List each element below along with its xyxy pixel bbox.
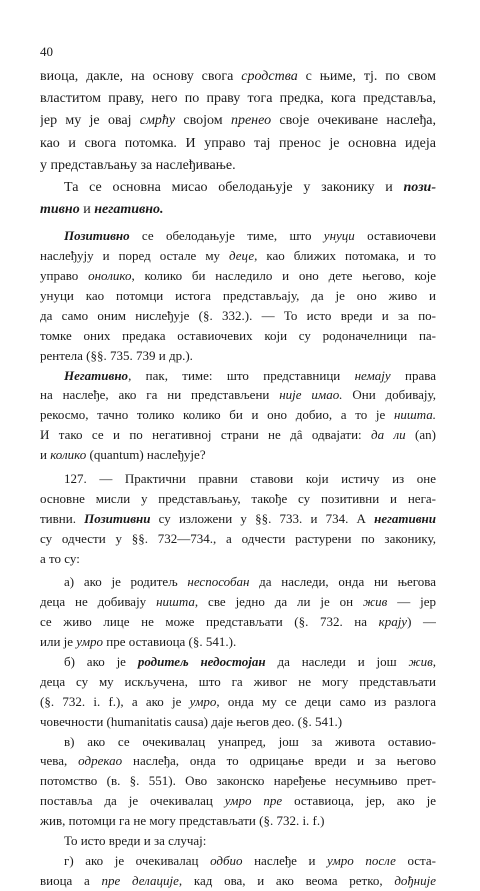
paragraph	[40, 572, 436, 652]
paragraph	[40, 469, 436, 568]
emphasized-text: умро	[76, 634, 104, 650]
text-run: Та се основна мисао обелодањује у законику и	[64, 179, 404, 195]
text-line	[40, 811, 436, 831]
emphasized-text: ништа.	[393, 407, 436, 423]
text-run: г) ако је очекивалац	[64, 852, 211, 868]
text-line	[40, 791, 436, 811]
text-run: , кад ова, и ако веома ретко,	[178, 872, 395, 888]
text-run: чева,	[40, 753, 79, 769]
text-run: , онда му се деци само из разлога	[216, 693, 436, 709]
text-run: , као ближих потомака, и то	[254, 248, 436, 264]
emphasized-text: Позитивно	[64, 228, 130, 244]
emphasized-text: смрћу	[139, 113, 176, 129]
emphasized-text: Негативно	[64, 367, 129, 383]
text-run: (quantum) наслеђује?	[86, 447, 206, 463]
paragraph	[40, 652, 436, 732]
text-line	[40, 445, 436, 465]
text-line	[40, 66, 436, 88]
text-line	[40, 226, 436, 246]
emphasized-text: деце	[229, 248, 255, 264]
text-line	[40, 286, 436, 306]
emphasized-text: умро пре	[224, 793, 283, 809]
emphasized-text: родитељ недостојан	[137, 654, 266, 670]
text-run: То исто вреди и за случај:	[64, 833, 207, 849]
text-line	[40, 509, 436, 529]
text-run: и	[79, 202, 95, 218]
emphasized-text: после	[365, 852, 396, 868]
emphasized-text: сродства	[241, 69, 298, 84]
paragraph	[40, 831, 436, 851]
text-line	[40, 771, 436, 791]
text-run: а то су:	[40, 550, 80, 566]
text-run: рентела (§§. 735. 739 и др.).	[40, 347, 193, 363]
text-run: виоца а	[40, 872, 102, 888]
text-line	[40, 425, 436, 445]
text-run: потомство (в. §. 551). Ово законско наређење несумњиво прет-	[40, 773, 436, 789]
text-run: , пак, тиме: што представници	[128, 367, 355, 383]
text-run: да наследи, онда ни његова	[249, 574, 436, 590]
text-run: , све једно да ли је он	[194, 594, 364, 610]
text-run: и	[40, 447, 51, 463]
text-line	[40, 326, 436, 346]
text-line	[40, 469, 436, 489]
text-run: на наслеђе, ако га ни представљени	[40, 387, 280, 403]
text-line	[40, 266, 436, 286]
text-run: у представљању за наслеђивање.	[40, 157, 236, 173]
text-run: оста-	[395, 852, 436, 868]
text-line	[40, 549, 436, 569]
text-run: с њиме, тј. по свом	[297, 69, 436, 84]
emphasized-text: негативно.	[94, 202, 164, 218]
text-line	[40, 133, 436, 155]
text-run: или је	[40, 634, 77, 650]
emphasized-text: није имао.	[279, 387, 343, 403]
emphasized-text: да ли	[371, 427, 406, 443]
paragraph	[40, 66, 436, 177]
text-line	[40, 155, 436, 177]
paragraph	[40, 366, 436, 465]
text-line	[40, 405, 436, 425]
emphasized-text: пре делације	[101, 872, 179, 888]
emphasized-text: негативни	[374, 510, 436, 526]
text-line	[40, 306, 436, 326]
text-run: јер му је овај	[40, 113, 140, 129]
text-run: ) —	[407, 614, 436, 630]
text-run: деца су му искључена, што га живог не могу представљати	[40, 673, 436, 689]
text-line	[40, 672, 436, 692]
text-run	[354, 853, 366, 868]
text-run: да само оним нислеђује (§. 332.). — То исто вреди и за по-	[40, 307, 436, 323]
text-run: управо	[40, 268, 89, 284]
emphasized-text: ништа	[156, 594, 195, 610]
page-number: 40	[40, 44, 53, 59]
text-line	[40, 612, 436, 632]
text-run: су одчести у §§. 732—734., а одчести растурени по законику,	[40, 530, 436, 546]
text-run: се живо лице не може представљати (§. 732. на	[40, 614, 379, 630]
text-run: (an)	[405, 427, 436, 443]
text-run: својом	[175, 113, 231, 129]
emphasized-text: крају	[378, 614, 408, 630]
paragraph	[40, 177, 436, 221]
text-run: — јер	[387, 594, 436, 610]
text-run: наслеђују и поред остале му	[40, 248, 230, 264]
text-run: тивни.	[40, 510, 85, 526]
text-run: рекосмо, тачно толико колико би и оно добио, а то је	[40, 407, 394, 423]
emphasized-text: умро	[327, 852, 354, 868]
text-run: као и свога потомка. И управо тај пренос је основна идеја	[40, 135, 436, 151]
paragraph	[40, 851, 436, 891]
text-line	[40, 489, 436, 509]
text-run: оставиочеви	[354, 228, 436, 244]
text-run: в) ако се очекивалац унапред, још за живота оставио-	[64, 733, 436, 749]
text-run: , колико би наследило и оно дете његово, које	[131, 268, 436, 284]
text-run: да наследи и још	[265, 654, 409, 670]
text-line	[40, 199, 436, 221]
text-line	[40, 732, 436, 752]
emphasized-text: пренео	[230, 113, 272, 129]
emphasized-text: жив	[408, 654, 433, 670]
text-run: наслеђа, онда то одрицање вреди и за његово	[122, 753, 436, 769]
text-line	[40, 366, 436, 386]
text-run: унуци као потомци истога представљају, да је оно живо и	[40, 287, 436, 303]
text-line	[40, 346, 436, 366]
text-run: се обелодањује тиме, што	[129, 228, 324, 244]
paragraph	[40, 226, 436, 365]
text-run: ,	[432, 654, 436, 670]
text-run: поставља да је очекивалац	[40, 793, 225, 809]
emphasized-text: унуци	[323, 228, 355, 244]
text-line	[40, 851, 436, 871]
text-line	[40, 572, 436, 592]
text-run: томке оних предака оставиочевих који су родоначелници па-	[40, 327, 436, 343]
text-run: оставиоца, јер, ако је	[282, 793, 436, 809]
text-run: (§. 732. i. f.), а ако је	[40, 693, 190, 709]
emphasized-text: одбио	[210, 852, 243, 868]
text-line	[40, 632, 436, 652]
emphasized-text: неспособан	[187, 574, 250, 590]
text-line	[40, 177, 436, 199]
text-line	[40, 652, 436, 672]
emphasized-text: колико	[50, 447, 87, 463]
text-run: своје очекиване наслеђа,	[271, 113, 436, 129]
paragraph	[40, 732, 436, 831]
text-line	[40, 385, 436, 405]
emphasized-text: дођније	[394, 872, 436, 888]
text-run: виоца, дакле, на основу свога	[40, 69, 242, 84]
text-line	[40, 751, 436, 771]
text-run: су изложени у §§. 733. и 734. А	[150, 510, 375, 526]
text-run: властитом праву, него по праву тога предка, кога представља,	[40, 91, 436, 107]
text-run: И тако се и по негативној страни не дâ одвајати:	[40, 427, 372, 443]
text-line	[40, 246, 436, 266]
text-line	[40, 110, 436, 132]
text-run: деца не добивају	[40, 594, 157, 610]
emphasized-text: пози-	[403, 179, 436, 195]
emphasized-text: немају	[354, 367, 391, 383]
emphasized-text: тивно	[40, 202, 80, 218]
text-line	[40, 712, 436, 732]
text-line	[40, 692, 436, 712]
text-run: б) ако је	[64, 654, 138, 670]
text-line	[40, 831, 436, 851]
text-line	[40, 88, 436, 110]
emphasized-text: Позитивни	[84, 510, 151, 526]
text-run: Они добивају,	[342, 387, 436, 403]
text-line	[40, 592, 436, 612]
text-run: жив, потомци га не могу представљати (§. 732. i. f.)	[40, 813, 325, 829]
text-run: човечности (humanitatis causa) даје његов део. (§. 541.)	[40, 713, 343, 729]
emphasized-text: умро	[189, 693, 217, 709]
text-run: пре оставиоца (§. 541.).	[103, 634, 237, 650]
emphasized-text: жив	[363, 594, 388, 610]
text-line	[40, 871, 436, 891]
text-run: права	[390, 367, 436, 383]
text-line	[40, 529, 436, 549]
text-run: наслеђе и	[242, 852, 328, 868]
text-run: а) ако је родитељ	[64, 574, 188, 590]
text-run: 127. — Практични правни ставови који истичу из оне	[64, 471, 436, 486]
emphasized-text: онолико	[88, 268, 132, 284]
text-run: основне мисли у представљању, такође су позитивни и нега-	[40, 490, 436, 506]
emphasized-text: одрекао	[78, 753, 123, 769]
body-text	[40, 66, 436, 891]
